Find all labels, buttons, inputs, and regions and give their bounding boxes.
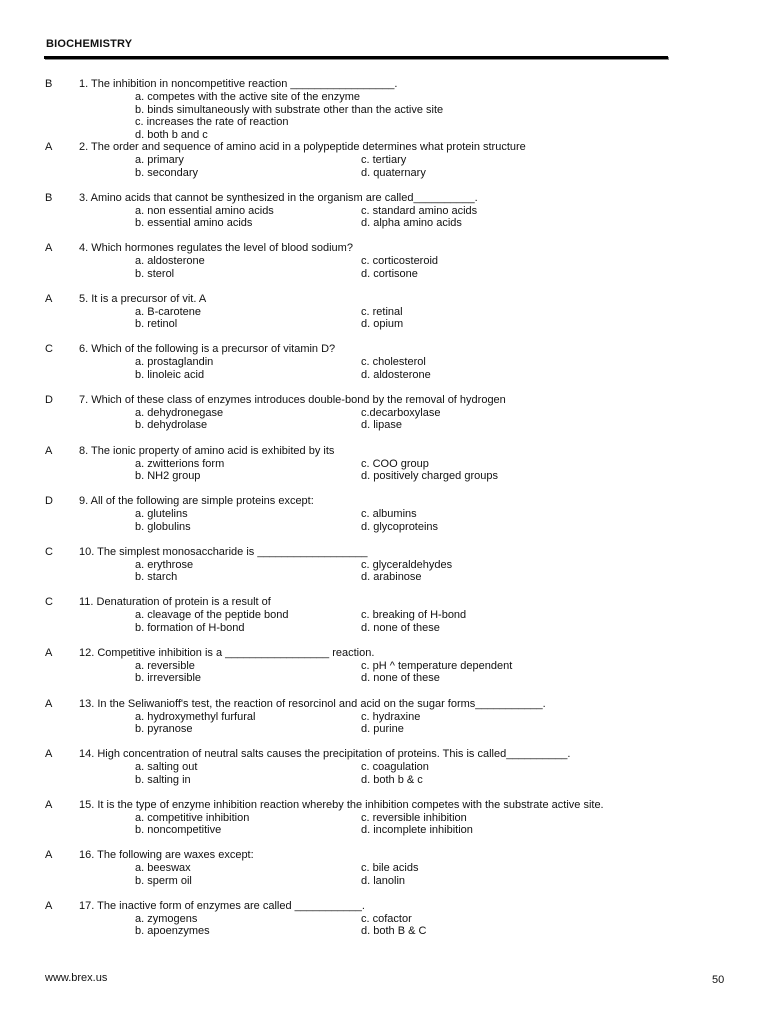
option-c: c. standard amino acids	[361, 204, 478, 217]
answer-key: C	[45, 545, 53, 558]
question-stem: 5. It is a precursor of vit. A	[79, 292, 207, 305]
option-d: d. positively charged groups	[361, 470, 498, 483]
question-16	[0, 849, 768, 900]
question-stem: 17. The inactive form of enzymes are called ___________.	[79, 899, 365, 912]
option-c: c. retinal	[361, 305, 403, 318]
option-b: b. sterol	[135, 267, 175, 280]
option-a: a. prostaglandin	[135, 356, 214, 369]
question-9	[0, 495, 768, 546]
option-d: d. both b and c	[135, 128, 208, 141]
question-17	[0, 900, 768, 951]
answer-key: D	[45, 393, 53, 406]
option-a: a. non essential amino acids	[135, 204, 274, 217]
option-a: a. salting out	[135, 761, 198, 774]
option-c: c. tertiary	[361, 154, 407, 166]
option-a: a. hydroxymethyl furfural	[135, 710, 256, 723]
option-c: c. cofactor	[361, 912, 412, 925]
question-6	[0, 343, 768, 394]
question-stem: 7. Which of these class of enzymes introduces double-bond by the removal of hydrogen	[79, 393, 506, 406]
option-b: b. irreversible	[135, 672, 202, 685]
option-b: b. starch	[135, 571, 178, 584]
option-a: a. competes with the active site of the enzyme	[135, 91, 361, 103]
option-b: b. essential amino acids	[135, 217, 253, 230]
answer-key: A	[45, 292, 53, 305]
question-stem: 2. The order and sequence of amino acid in a polypeptide determines what protein structure	[79, 141, 526, 153]
question-stem: 1. The inhibition in noncompetitive reaction _________________.	[79, 78, 398, 90]
answer-key: A	[45, 697, 53, 710]
header-divider	[44, 56, 668, 59]
option-b: b. salting in	[135, 773, 191, 786]
question-stem: 9. All of the following are simple proteins except:	[79, 495, 314, 508]
option-c: c. breaking of H-bond	[361, 609, 467, 622]
question-10	[0, 546, 768, 597]
option-a: a. erythrose	[135, 558, 194, 571]
question-stem: 4. Which hormones regulates the level of blood sodium?	[79, 242, 353, 255]
option-d: d. both B & C	[361, 925, 427, 938]
option-c: c. increases the rate of reaction	[135, 116, 289, 128]
option-b: b. sperm oil	[135, 874, 192, 887]
question-1	[0, 78, 768, 141]
question-4	[0, 242, 768, 293]
question-stem: 6. Which of the following is a precursor of vitamin D?	[79, 343, 336, 356]
option-c: c. pH ^ temperature dependent	[361, 659, 513, 672]
option-a: a. glutelins	[135, 508, 188, 521]
option-d: d. quaternary	[361, 166, 426, 179]
footer-website: www.brex.us	[45, 972, 108, 984]
option-c: c. corticosteroid	[361, 255, 439, 268]
option-a: a. beeswax	[135, 862, 191, 875]
option-a: a. primary	[135, 154, 184, 166]
option-a: a. cleavage of the peptide bond	[135, 609, 289, 622]
answer-key: C	[45, 596, 53, 609]
question-14	[0, 748, 768, 799]
answer-key: C	[45, 343, 53, 356]
question-stem: 16. The following are waxes except:	[79, 849, 254, 862]
answer-key: B	[45, 78, 53, 90]
answer-key: A	[45, 444, 53, 457]
option-c: c. glyceraldehydes	[361, 558, 453, 571]
option-c: c.decarboxylase	[361, 406, 441, 419]
question-stem: 11. Denaturation of protein is a result of	[79, 596, 271, 609]
answer-key: A	[45, 798, 53, 811]
answer-key: B	[45, 191, 53, 204]
option-c: c. COO group	[361, 457, 429, 470]
option-c: c. coagulation	[361, 761, 429, 774]
option-b: b. apoenzymes	[135, 925, 210, 938]
answer-key: A	[45, 748, 53, 761]
page-header-title: BIOCHEMISTRY	[46, 38, 133, 50]
question-stem: 13. In the Seliwanioff's test, the reaction of resorcinol and acid on the sugar forms___________.	[79, 697, 546, 710]
option-b: b. retinol	[135, 318, 178, 331]
option-c: c. reversible inhibition	[361, 811, 467, 824]
option-d: d. arabinose	[361, 571, 422, 584]
answer-key: A	[45, 646, 53, 659]
option-c: c. hydraxine	[361, 710, 421, 723]
question-stem: 12. Competitive inhibition is a _________________ reaction.	[79, 646, 375, 659]
answer-key: A	[45, 899, 53, 912]
option-d: d. none of these	[361, 672, 440, 685]
question-13	[0, 698, 768, 749]
option-a: a. dehydronegase	[135, 406, 224, 419]
answer-key: D	[45, 495, 53, 508]
question-7	[0, 394, 768, 445]
option-d: d. purine	[361, 723, 404, 736]
question-12	[0, 647, 768, 698]
option-b: b. pyranose	[135, 723, 193, 736]
option-a: a. reversible	[135, 659, 195, 672]
question-stem: 14. High concentration of neutral salts causes the precipitation of proteins. This is called__________.	[79, 748, 571, 761]
option-c: c. albumins	[361, 508, 417, 521]
option-d: d. none of these	[361, 621, 440, 634]
option-b: b. formation of H-bond	[135, 621, 245, 634]
option-d: d. cortisone	[361, 267, 418, 280]
option-b: b. dehydrolase	[135, 419, 208, 432]
question-3	[0, 192, 768, 243]
option-b: b. secondary	[135, 166, 198, 179]
option-d: d. lanolin	[361, 874, 406, 887]
question-stem: 3. Amino acids that cannot be synthesized in the organism are called__________.	[79, 191, 478, 204]
option-a: a. competitive inhibition	[135, 811, 250, 824]
question-11	[0, 596, 768, 647]
option-b: b. linoleic acid	[135, 368, 205, 381]
option-b: b. noncompetitive	[135, 824, 222, 837]
question-15	[0, 799, 768, 850]
option-b: b. globulins	[135, 520, 191, 533]
option-d: d. aldosterone	[361, 368, 431, 381]
option-c: c. bile acids	[361, 862, 419, 875]
option-a: a. zymogens	[135, 912, 198, 925]
option-b: b. binds simultaneously with substrate other than the active site	[135, 103, 444, 116]
question-8	[0, 445, 768, 496]
question-2	[0, 141, 768, 192]
option-b: b. NH2 group	[135, 470, 201, 483]
question-list	[0, 78, 768, 951]
question-stem: 10. The simplest monosaccharide is __________________	[79, 545, 368, 558]
option-d: d. both b & c	[361, 773, 423, 786]
option-c: c. cholesterol	[361, 356, 426, 369]
answer-key: A	[45, 849, 53, 862]
option-a: a. aldosterone	[135, 255, 205, 268]
option-d: d. incomplete inhibition	[361, 824, 473, 837]
question-stem: 8. The ionic property of amino acid is exhibited by its	[79, 444, 335, 457]
answer-key: A	[45, 141, 53, 153]
question-stem: 15. It is the type of enzyme inhibition reaction whereby the inhibition competes with the substrate active site.	[79, 798, 604, 811]
question-5	[0, 293, 768, 344]
option-d: d. opium	[361, 318, 404, 331]
answer-key: A	[45, 242, 53, 255]
option-d: d. lipase	[361, 419, 402, 432]
page-number: 50	[712, 974, 725, 986]
option-d: d. alpha amino acids	[361, 217, 462, 230]
option-a: a. zwitterions form	[135, 457, 225, 470]
option-a: a. B-carotene	[135, 305, 202, 318]
option-d: d. glycoproteins	[361, 520, 439, 533]
